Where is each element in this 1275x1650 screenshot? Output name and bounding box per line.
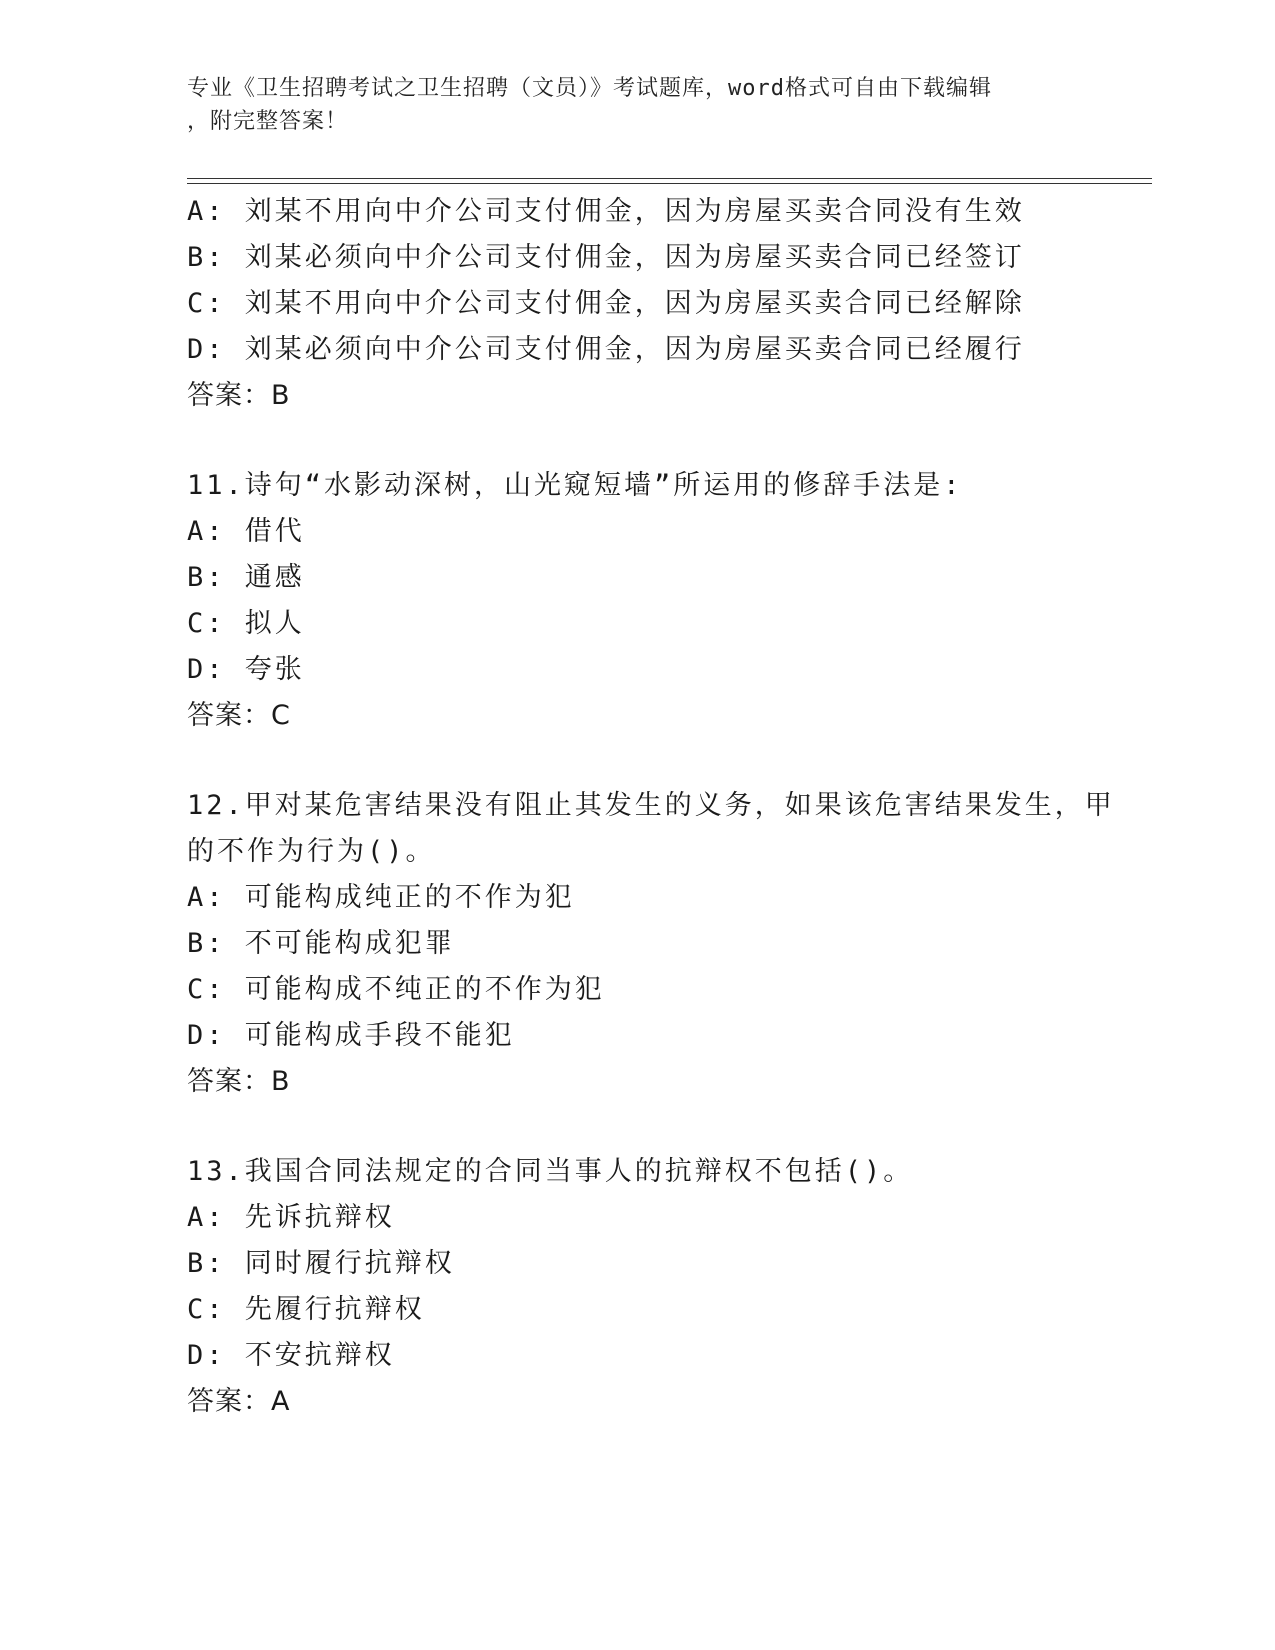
- header-line-1: 专业《卫生招聘考试之卫生招聘（文员）》考试题库，word格式可自由下载编辑: [187, 76, 992, 101]
- question-stem: 13.我国合同法规定的合同当事人的抗辩权不包括()。: [187, 1156, 914, 1187]
- question-stem-line-2: 的不作为行为()。: [187, 836, 436, 867]
- option-c: C: 可能构成不纯正的不作为犯: [187, 974, 605, 1005]
- option-d: D: 可能构成手段不能犯: [187, 1020, 515, 1051]
- document-header: [187, 72, 1067, 138]
- option-a: A: 刘某不用向中介公司支付佣金，因为房屋买卖合同没有生效: [187, 196, 1025, 227]
- header-line-2: ，附完整答案！: [187, 109, 349, 134]
- option-c: C: 先履行抗辩权: [187, 1294, 425, 1325]
- question-11: [187, 463, 1107, 739]
- answer: 答案：A: [187, 1386, 291, 1417]
- answer: 答案：B: [187, 380, 291, 411]
- header-divider-bottom: [187, 183, 1152, 184]
- answer: 答案：B: [187, 1066, 291, 1097]
- option-c: C: 刘某不用向中介公司支付佣金，因为房屋买卖合同已经解除: [187, 288, 1025, 319]
- question-10: [187, 189, 1107, 419]
- option-b: B: 同时履行抗辩权: [187, 1248, 455, 1279]
- question-13: [187, 1149, 1107, 1425]
- question-stem-line-1: 12.甲对某危害结果没有阻止其发生的义务，如果该危害结果发生，甲: [187, 790, 1115, 821]
- option-d: D: 刘某必须向中介公司支付佣金，因为房屋买卖合同已经履行: [187, 334, 1025, 365]
- question-12: [187, 783, 1115, 1105]
- option-d: D: 夸张: [187, 654, 305, 685]
- option-c: C: 拟人: [187, 608, 305, 639]
- option-d: D: 不安抗辩权: [187, 1340, 395, 1371]
- question-stem: 11.诗句“水影动深树，山光窥短墙”所运用的修辞手法是:: [187, 470, 963, 501]
- option-a: A: 先诉抗辩权: [187, 1202, 395, 1233]
- header-divider-top: [187, 178, 1152, 179]
- option-b: B: 通感: [187, 562, 305, 593]
- answer: 答案：C: [187, 700, 291, 731]
- option-a: A: 可能构成纯正的不作为犯: [187, 882, 575, 913]
- option-b: B: 不可能构成犯罪: [187, 928, 455, 959]
- question-list: [187, 189, 1115, 1425]
- option-a: A: 借代: [187, 516, 305, 547]
- option-b: B: 刘某必须向中介公司支付佣金，因为房屋买卖合同已经签订: [187, 242, 1025, 273]
